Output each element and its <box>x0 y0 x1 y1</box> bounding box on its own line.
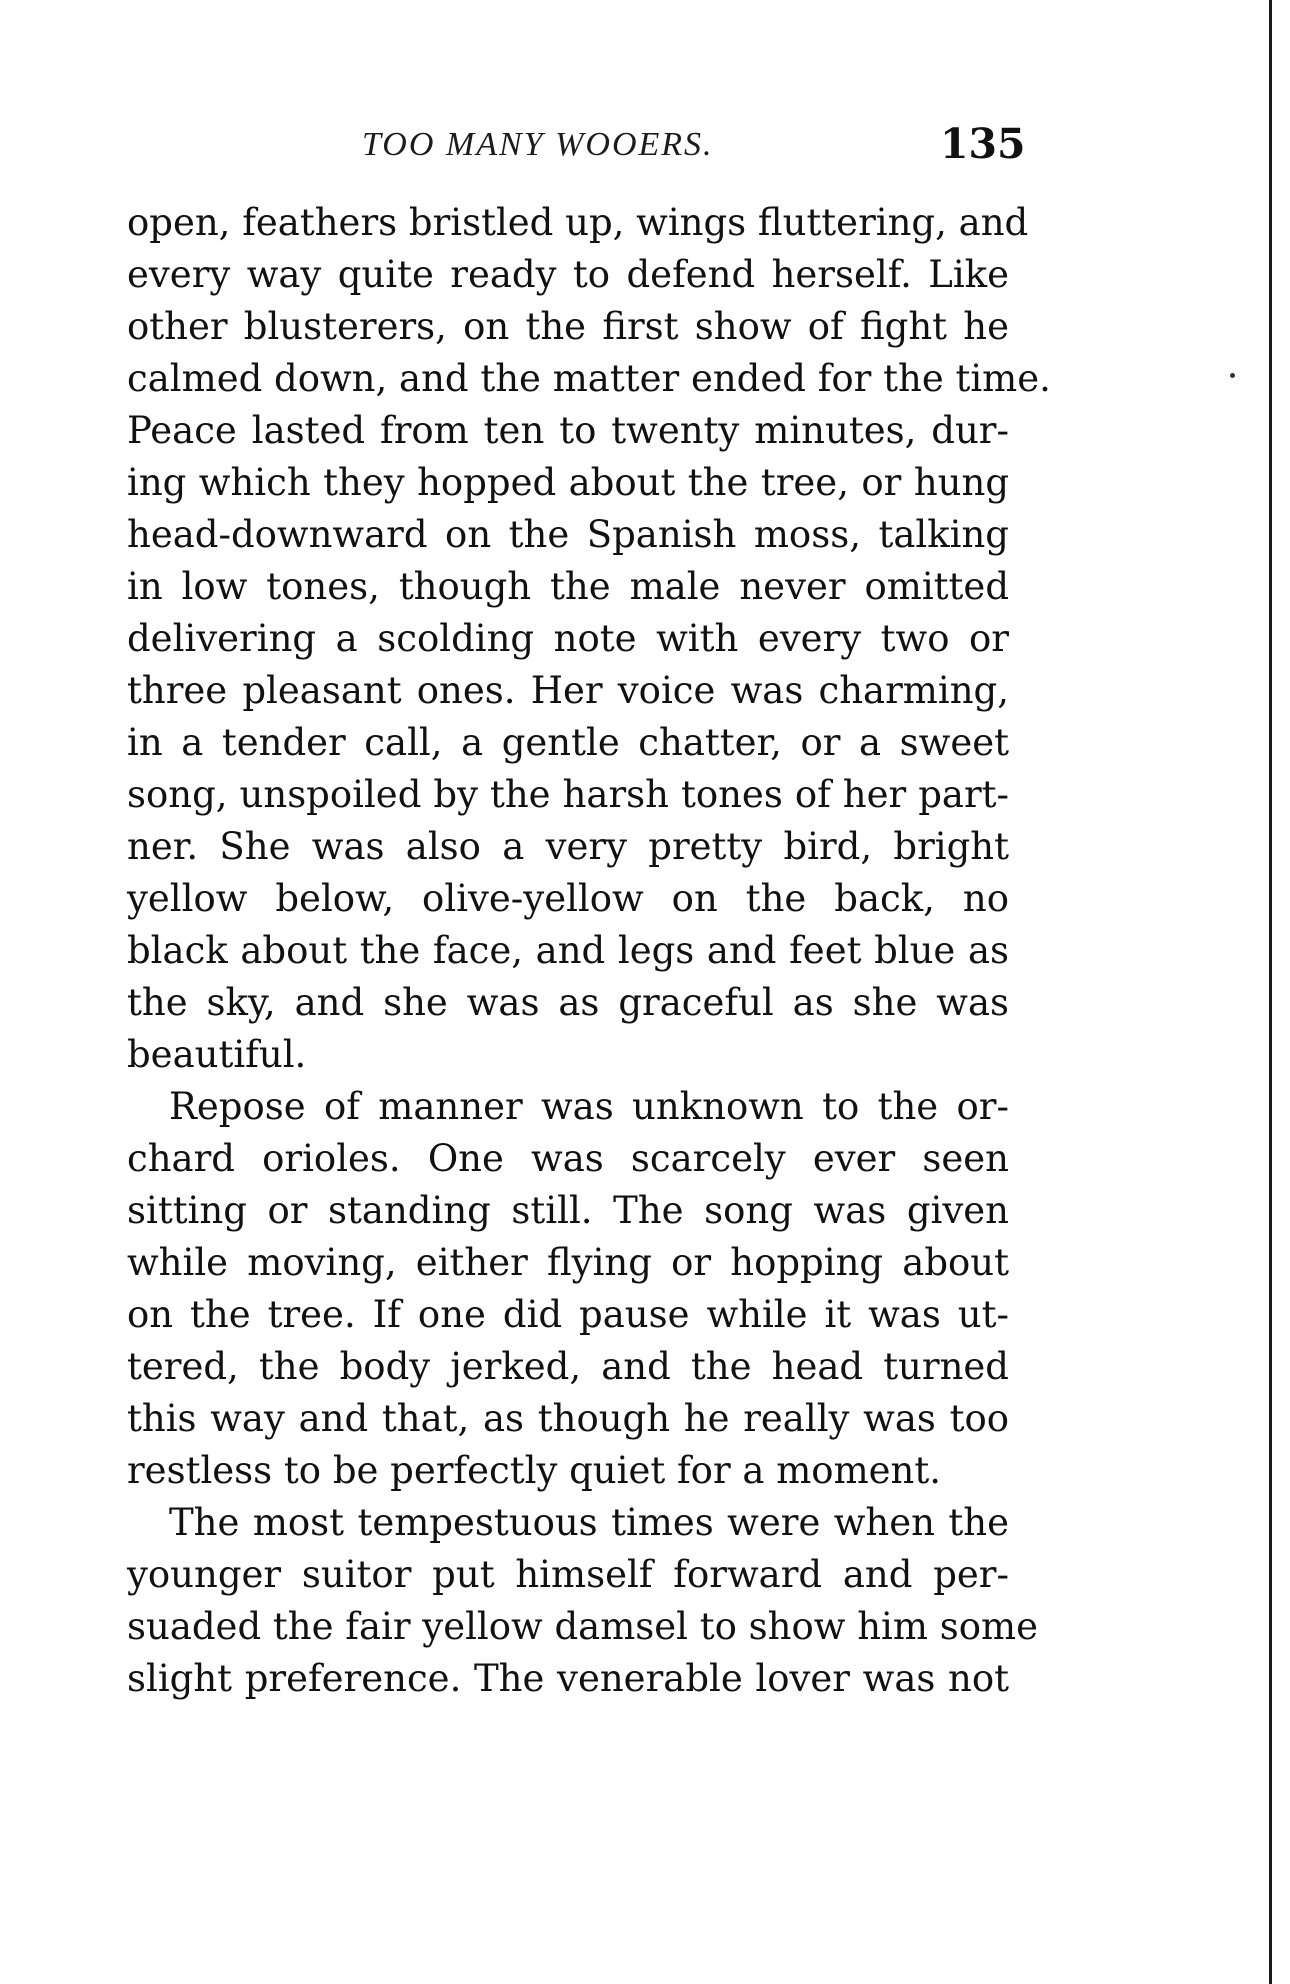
text-line: suaded the fair yellow damsel to show him some <box>127 1605 1038 1648</box>
text-line: sitting or standing still. The song was given <box>127 1189 1009 1232</box>
text-line: younger suitor put himself forward and per- <box>127 1553 1009 1596</box>
paragraph-1 <box>127 197 1051 1081</box>
text-line: chard orioles. One was scarcely ever seen <box>127 1137 1009 1180</box>
text-line: black about the face, and legs and feet blue as <box>127 929 1009 972</box>
text-line: delivering a scolding note with every two or <box>127 617 1009 660</box>
page-number: 135 <box>940 120 1026 168</box>
text-line: tered, the body jerked, and the head turned <box>127 1345 1009 1388</box>
text-line: the sky, and she was as graceful as she was <box>127 981 1009 1024</box>
text-line: three pleasant ones. Her voice was charming, <box>127 669 1009 712</box>
page-edge-line <box>1269 0 1272 1984</box>
paragraph-2 <box>127 1081 1009 1497</box>
running-title: TOO MANY WOOERS. <box>362 126 714 163</box>
text-line: every way quite ready to defend herself. Like <box>127 253 1009 296</box>
text-line: while moving, either flying or hopping about <box>127 1241 1009 1284</box>
text-line: song, unspoiled by the harsh tones of her part- <box>127 773 1009 816</box>
text-line: ing which they hopped about the tree, or hung <box>127 461 1009 504</box>
text-line: this way and that, as though he really was too <box>127 1397 1009 1440</box>
text-line: calmed down, and the matter ended for the time. <box>127 357 1051 400</box>
text-line: open, feathers bristled up, wings fluttering, and <box>127 201 1029 244</box>
text-line: Repose of manner was unknown to the or- <box>169 1085 1009 1128</box>
text-line: in low tones, though the male never omitted <box>127 565 1009 608</box>
text-line: restless to be perfectly quiet for a moment. <box>127 1449 942 1492</box>
text-line: yellow below, olive-yellow on the back, no <box>127 877 1009 920</box>
text-line: Peace lasted from ten to twenty minutes, dur- <box>127 409 1009 452</box>
text-line: other blusterers, on the first show of fight he <box>127 305 1009 348</box>
text-line: in a tender call, a gentle chatter, or a sweet <box>127 721 1009 764</box>
text-line: beautiful. <box>127 1033 307 1076</box>
text-line: The most tempestuous times were when the <box>169 1501 1009 1544</box>
text-line: on the tree. If one did pause while it was ut- <box>127 1293 1009 1336</box>
paragraph-3 <box>127 1497 1038 1705</box>
text-line: ner. She was also a very pretty bird, bright <box>127 825 1009 868</box>
body-text <box>127 197 1051 1705</box>
text-line: head-downward on the Spanish moss, talking <box>127 513 1009 556</box>
text-line: slight preference. The venerable lover was not <box>127 1657 1009 1700</box>
scan-speck <box>1230 373 1235 378</box>
